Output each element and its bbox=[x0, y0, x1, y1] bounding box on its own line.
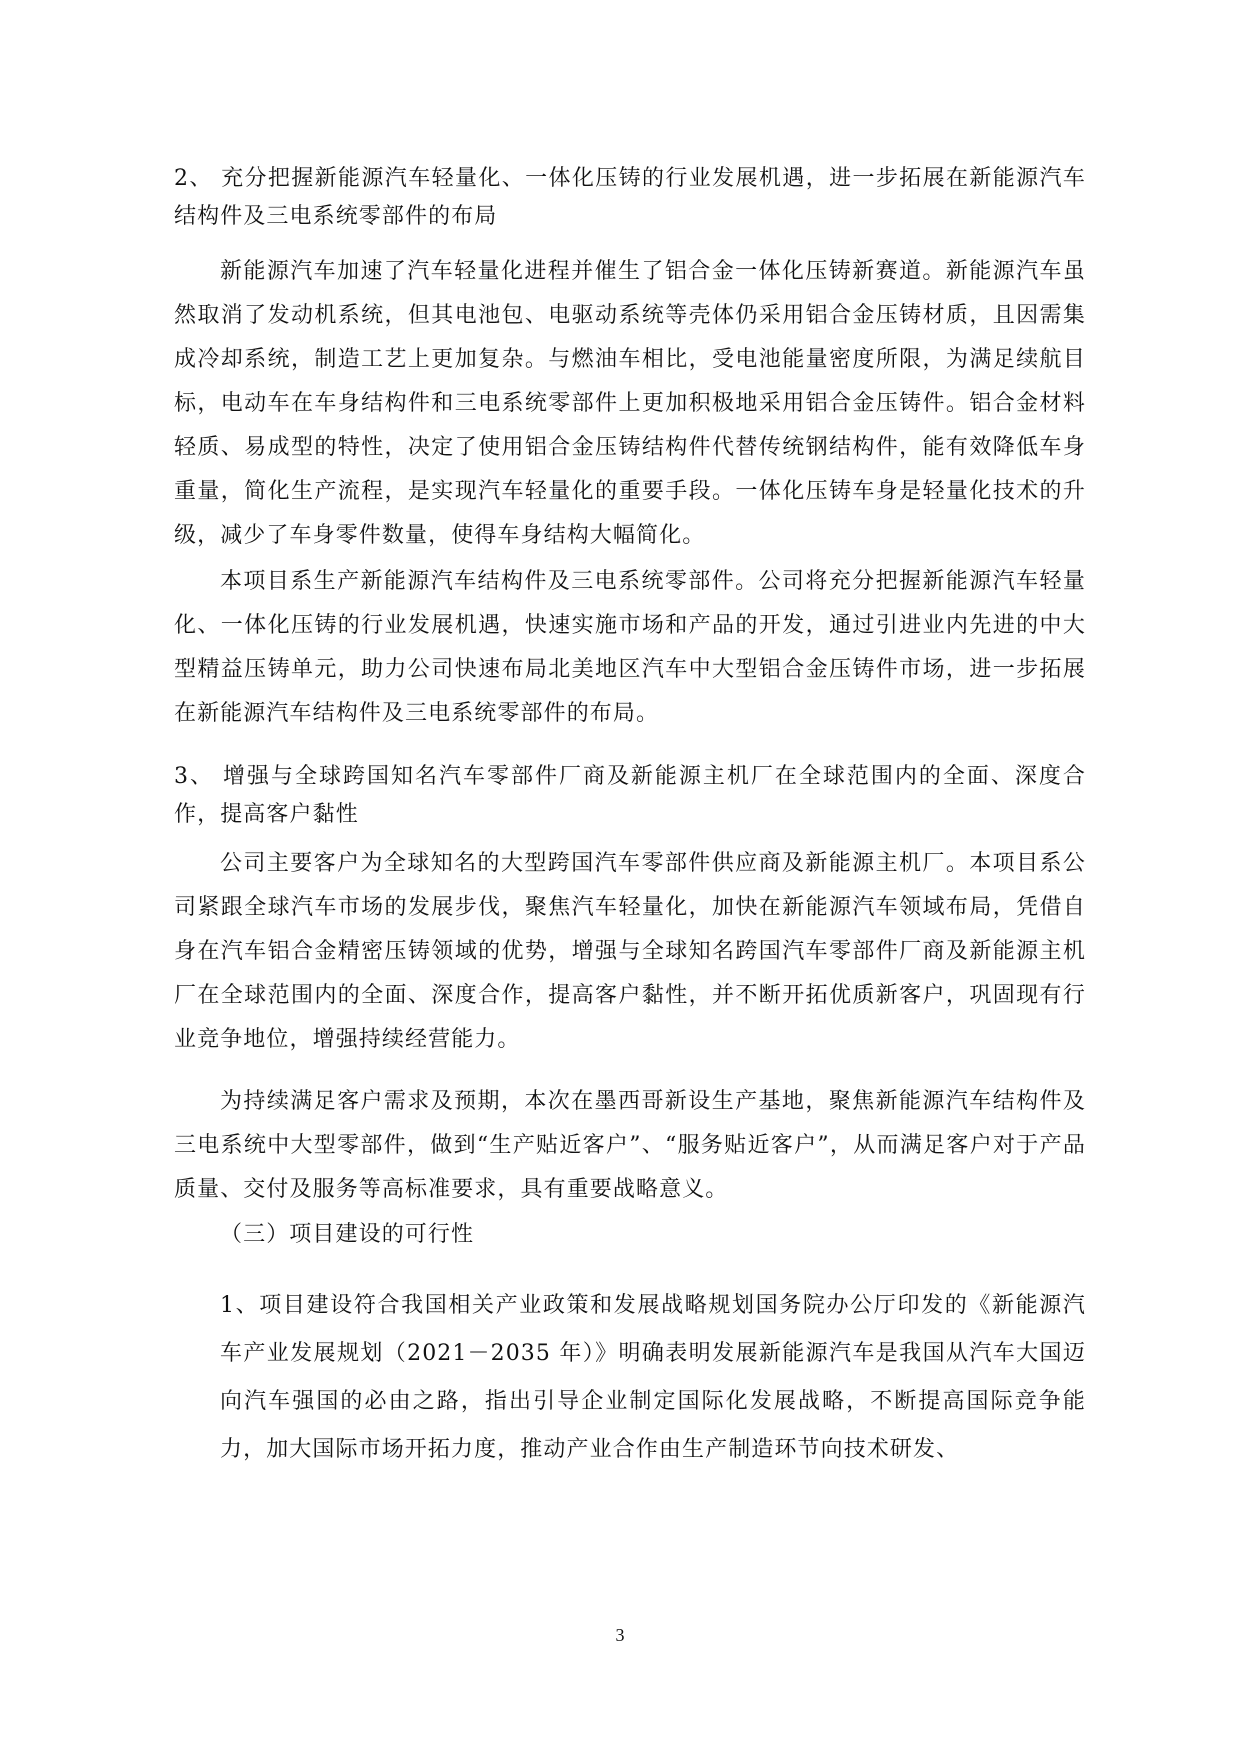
subsection-heading-feasibility: （三）项目建设的可行性 bbox=[220, 1222, 475, 1247]
paragraph-mexico-base: 为持续满足客户需求及预期，本次在墨西哥新设生产基地，聚焦新能源汽车结构件及三电系统中大型零部件，做到“生产贴近客户”、“服务贴近客户”，从而满足客户对于产品质量、交付及服务等高标准要求，具有重要战略意义。 bbox=[174, 1089, 1086, 1202]
page-number: 3 bbox=[615, 1625, 625, 1645]
paragraph-lightweighting: 新能源汽车加速了汽车轻量化进程并催生了铝合金一体化压铸新赛道。新能源汽车虽然取消了发动机系统，但其电池包、电驱动系统等壳体仍采用铝合金压铸材质，且因需集成冷却系统，制造工艺上更加复杂。与燃油车相比，受电池能量密度所限，为满足续航目标，电动车在车身结构件和三电系统零部件上更加积极地采用铝合金压铸件。铝合金材料轻质、易成型的特性，决定了使用铝合金压铸结构件代替传统钢结构件，能有效降低车身重量，简化生产流程，是实现汽车轻量化的重要手段。一体化压铸车身是轻量化技术的升级，减少了车身零件数量，使得车身结构大幅简化。 bbox=[174, 259, 1086, 548]
section-heading-2: 2、 充分把握新能源汽车轻量化、一体化压铸的行业发展机遇，进一步拓展在新能源汽车结构件及三电系统零部件的布局 bbox=[174, 166, 1086, 229]
section-heading-3: 3、 增强与全球跨国知名汽车零部件厂商及新能源主机厂在全球范围内的全面、深度合作，提高客户黏性 bbox=[174, 764, 1086, 827]
paragraph-policy: 1、项目建设符合我国相关产业政策和发展战略规划国务院办公厅印发的《新能源汽车产业发展规划（2021－2035 年）》明确表明发展新能源汽车是我国从汽车大国迈向汽车强国的必由之路，指出引导企业制定国际化发展战略，不断提高国际竞争能力，加大国际市场开拓力度，推动产业合作由生产制造环节向技术研发、 bbox=[220, 1293, 1086, 1462]
paragraph-customers: 公司主要客户为全球知名的大型跨国汽车零部件供应商及新能源主机厂。本项目系公司紧跟全球汽车市场的发展步伐，聚焦汽车轻量化，加快在新能源汽车领域布局，凭借自身在汽车铝合金精密压铸领域的优势，增强与全球知名跨国汽车零部件厂商及新能源主机厂在全球范围内的全面、深度合作，提高客户黏性，并不断开拓优质新客户，巩固现有行业竞争地位，增强持续经营能力。 bbox=[174, 851, 1086, 1052]
paragraph-project-scope: 本项目系生产新能源汽车结构件及三电系统零部件。公司将充分把握新能源汽车轻量化、一体化压铸的行业发展机遇，快速实施市场和产品的开发，通过引进业内先进的中大型精益压铸单元，助力公司快速布局北美地区汽车中大型铝合金压铸件市场，进一步拓展在新能源汽车结构件及三电系统零部件的布局。 bbox=[174, 569, 1086, 726]
